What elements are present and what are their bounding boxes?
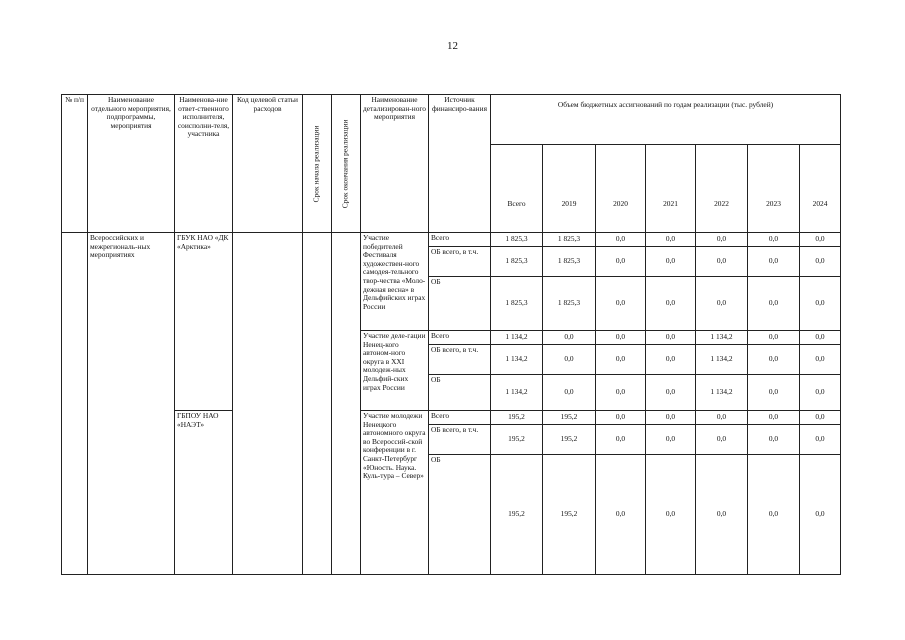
value-cell: 195,2	[543, 455, 596, 575]
code-cell	[233, 233, 303, 575]
value-cell: 195,2	[543, 411, 596, 425]
value-cell: 0,0	[596, 375, 646, 411]
header-start-label: Срок начала реализации	[311, 125, 321, 202]
header-source: Источник финансиро-вания	[429, 95, 491, 233]
value-cell: 0,0	[646, 455, 696, 575]
detail-cell: Участие молодежи Ненецкого автономного округа во Всероссий-ской конференции в г. Санкт-Петербург «Юность. Наука. Куль-тура – Север»	[361, 411, 429, 575]
value-cell: 1 134,2	[491, 375, 543, 411]
header-measure: Наименование отдельного мероприятия, подпрограммы, мероприятия	[88, 95, 175, 233]
value-cell: 0,0	[543, 331, 596, 345]
value-cell: 0,0	[748, 375, 800, 411]
value-cell: 0,0	[596, 331, 646, 345]
value-cell: 1 825,3	[491, 247, 543, 277]
source-cell: ОБ	[429, 277, 491, 331]
detail-cell: Участие деле-гации Ненец-кого автоном-ного округа в XXI молодеж-ных Дельфий-ских играх России	[361, 331, 429, 411]
value-cell: 0,0	[748, 345, 800, 375]
value-cell: 0,0	[596, 345, 646, 375]
value-cell: 0,0	[800, 411, 841, 425]
value-cell: 0,0	[646, 277, 696, 331]
value-cell: 0,0	[646, 233, 696, 247]
value-cell: 195,2	[491, 425, 543, 455]
value-cell: 0,0	[596, 455, 646, 575]
executor-cell: ГБПОУ НАО «НАЭТ»	[175, 411, 233, 575]
num-cell	[62, 233, 88, 575]
header-detail: Наименование детализирован-ного мероприятия	[361, 95, 429, 233]
value-cell: 1 134,2	[491, 331, 543, 345]
end-cell	[332, 233, 361, 575]
value-cell: 0,0	[800, 425, 841, 455]
value-cell: 1 134,2	[696, 331, 748, 345]
value-cell: 1 825,3	[543, 247, 596, 277]
value-cell: 0,0	[696, 277, 748, 331]
value-cell: 0,0	[696, 455, 748, 575]
value-cell: 0,0	[596, 233, 646, 247]
value-cell: 0,0	[748, 277, 800, 331]
value-cell: 1 825,3	[543, 233, 596, 247]
start-cell	[303, 233, 332, 575]
source-cell: ОБ всего, в т.ч.	[429, 425, 491, 455]
value-cell: 0,0	[646, 247, 696, 277]
header-end	[332, 95, 361, 233]
source-cell: Всего	[429, 331, 491, 345]
detail-cell: Участие победителей Фестиваля художествен-ного самодея-тельного твор-чества «Моло-дежная весна» в Дельфийских играх России	[361, 233, 429, 331]
value-cell: 1 134,2	[696, 345, 748, 375]
year-header: 2021	[646, 145, 696, 233]
value-cell: 0,0	[596, 411, 646, 425]
source-cell: Всего	[429, 233, 491, 247]
header-num: № п/п	[62, 95, 88, 233]
value-cell: 0,0	[646, 375, 696, 411]
header-budget: Объем бюджетных ассигнований по годам реализации (тыс. рублей)	[491, 95, 841, 145]
value-cell: 0,0	[596, 277, 646, 331]
value-cell: 0,0	[646, 345, 696, 375]
value-cell: 1 825,3	[543, 277, 596, 331]
year-header: 2024	[800, 145, 841, 233]
value-cell: 0,0	[646, 425, 696, 455]
value-cell: 0,0	[748, 247, 800, 277]
value-cell: 0,0	[696, 233, 748, 247]
value-cell: 195,2	[491, 411, 543, 425]
source-cell: Всего	[429, 411, 491, 425]
measure-cell: Всероссийских и межрегиональ-ных мероприятиях	[88, 233, 175, 575]
year-header: 2019	[543, 145, 596, 233]
value-cell: 0,0	[748, 331, 800, 345]
year-header: 2023	[748, 145, 800, 233]
value-cell: 0,0	[696, 411, 748, 425]
value-cell: 0,0	[596, 425, 646, 455]
value-cell: 0,0	[646, 411, 696, 425]
source-cell: ОБ	[429, 455, 491, 575]
budget-table	[61, 94, 841, 575]
value-cell: 195,2	[491, 455, 543, 575]
source-cell: ОБ всего, в т.ч.	[429, 247, 491, 277]
executor-cell: ГБУК НАО «ДК «Арктика»	[175, 233, 233, 411]
header-start	[303, 95, 332, 233]
value-cell: 0,0	[696, 425, 748, 455]
source-cell: ОБ	[429, 375, 491, 411]
value-cell: 195,2	[543, 425, 596, 455]
header-code: Код целевой статьи расходов	[233, 95, 303, 233]
year-header: 2020	[596, 145, 646, 233]
value-cell: 0,0	[543, 345, 596, 375]
value-cell: 1 825,3	[491, 277, 543, 331]
header-executor: Наименова-ние ответ-ственного исполнителя, соисполни-теля, участника	[175, 95, 233, 233]
value-cell: 0,0	[696, 247, 748, 277]
value-cell: 0,0	[800, 247, 841, 277]
value-cell: 0,0	[646, 331, 696, 345]
value-cell: 0,0	[748, 455, 800, 575]
value-cell: 0,0	[800, 455, 841, 575]
value-cell: 0,0	[800, 277, 841, 331]
value-cell: 0,0	[748, 425, 800, 455]
page-number: 12	[447, 40, 458, 52]
value-cell: 0,0	[748, 233, 800, 247]
value-cell: 0,0	[800, 331, 841, 345]
source-cell: ОБ всего, в т.ч.	[429, 345, 491, 375]
header-end-label: Срок окончания реализации	[340, 119, 350, 208]
value-cell: 0,0	[596, 247, 646, 277]
value-cell: 0,0	[800, 233, 841, 247]
value-cell: 0,0	[800, 375, 841, 411]
value-cell: 0,0	[748, 411, 800, 425]
value-cell: 1 134,2	[696, 375, 748, 411]
year-header: 2022	[696, 145, 748, 233]
value-cell: 1 825,3	[491, 233, 543, 247]
value-cell: 1 134,2	[491, 345, 543, 375]
value-cell: 0,0	[800, 345, 841, 375]
year-header: Всего	[491, 145, 543, 233]
value-cell: 0,0	[543, 375, 596, 411]
